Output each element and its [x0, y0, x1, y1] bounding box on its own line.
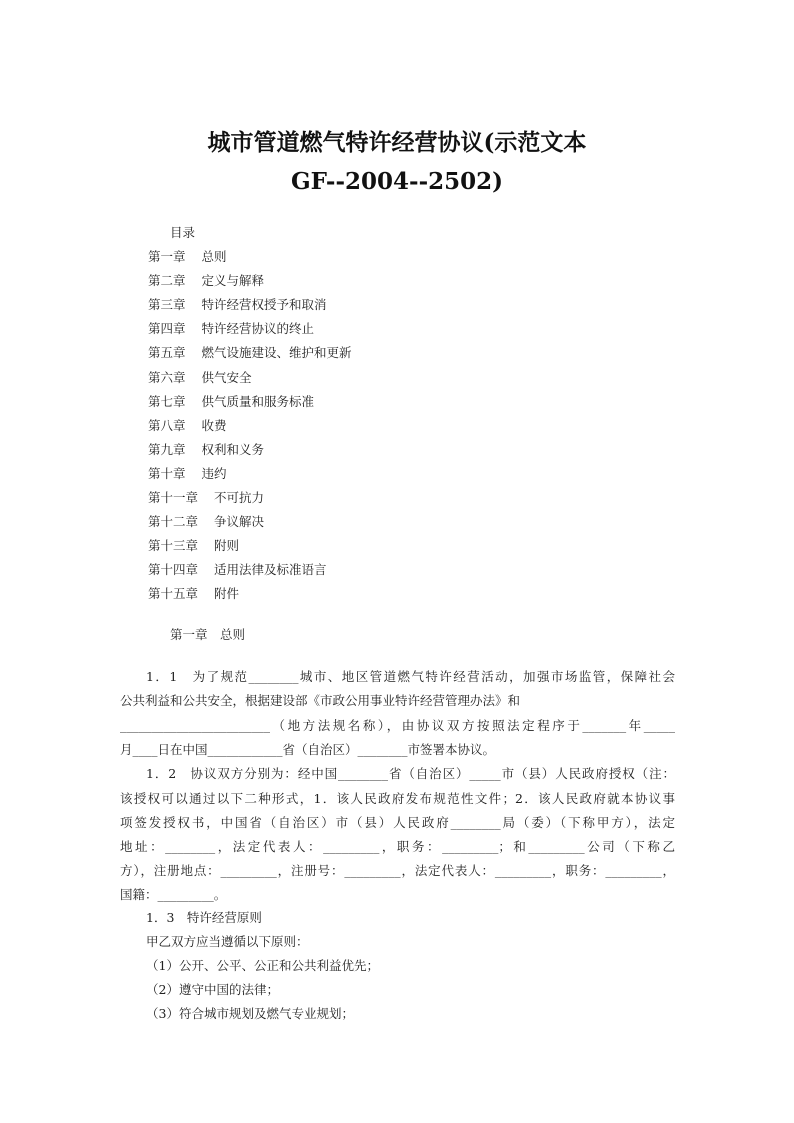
body-line: 1．2 协议双方分别为：经中国________省（自治区）_____市（县）人民政府授权（注：: [146, 766, 675, 781]
body-line: 月____日在中国____________省（自治区）________市签署本协议。: [120, 742, 496, 757]
toc-item: [148, 562, 327, 578]
toc-item-label: 第三章: [148, 297, 186, 313]
body-line: 方），注册地点：_________，注册号：_________，法定代表人：_________，职务：_________，: [120, 863, 675, 878]
toc-item-title: 供气质量和服务标准: [201, 393, 315, 409]
toc-item: [148, 394, 314, 410]
toc-item: [148, 321, 314, 337]
body-line: 1．1 为了规范________城市、地区管道燃气特许经营活动，加强市场监管，保障社会: [146, 669, 675, 684]
body-line: （2）遵守中国的法律；: [146, 982, 279, 997]
toc-item: [148, 514, 264, 530]
toc-item-label: 第十二章: [148, 514, 199, 530]
toc-item-label: 第五章: [148, 345, 186, 361]
toc-item: [148, 249, 227, 265]
toc-item-title: 供气安全: [201, 369, 252, 385]
toc-item-title: 特许经营权授予和取消: [201, 297, 327, 313]
toc-item-label: 第九章: [148, 441, 186, 457]
body-line: 该授权可以通过以下二种形式，1．该人民政府发布规范性文件；2．该人民政府就本协议事: [120, 791, 675, 806]
toc-item-label: 第十三章: [148, 538, 199, 554]
toc-item-title: 争议解决: [214, 514, 265, 530]
toc-item-label: 第十四章: [148, 562, 199, 578]
toc-item-label: 第二章: [148, 273, 186, 289]
toc-item-label: 第七章: [148, 393, 186, 409]
toc-item: [148, 586, 239, 602]
body-line: （1）公开、公平、公正和公共利益优先；: [146, 958, 379, 973]
toc-item: [148, 273, 264, 289]
toc-item-title: 燃气设施建设、维护和更新: [201, 345, 352, 361]
toc-item: [148, 490, 264, 506]
toc-item-title: 不可抗力: [214, 490, 265, 505]
toc-item: [148, 370, 252, 386]
toc-item-title: 适用法律及标准语言: [214, 562, 327, 578]
toc-item-title: 总则: [201, 249, 227, 264]
body-line: ________________________（地方法规名称），由协议双方按照法定程序于_______年_____: [120, 718, 675, 733]
document-title: 城市管道燃气特许经营协议(示范文本: [207, 129, 587, 156]
toc-heading: 目录: [170, 225, 196, 240]
toc-item-label: 第十章: [148, 465, 186, 481]
toc-item-label: 第四章: [148, 321, 186, 337]
toc-item-title: 特许经营协议的终止: [201, 321, 315, 337]
toc-item-label: 第十一章: [148, 490, 199, 505]
chapter-heading: 第一章 总则: [170, 627, 246, 642]
toc-item-title: 收费: [201, 417, 227, 433]
toc-item-title: 定义与解释: [201, 273, 265, 289]
toc-item: [148, 297, 327, 313]
toc-item-title: 附件: [214, 586, 240, 602]
toc-item-title: 违约: [201, 465, 227, 481]
toc-item-label: 第八章: [148, 417, 186, 433]
document-code: GF--2004--2502): [290, 168, 504, 195]
toc-item: [148, 345, 352, 361]
body-line: 1．3 特许经营原则: [146, 910, 262, 925]
body-line: 项签发授权书，中国省（自治区）市（县）人民政府________局（委）（下称甲方），法定: [120, 815, 675, 830]
toc-item: [148, 418, 227, 434]
body-line: 甲乙双方应当遵循以下原则：: [146, 934, 309, 949]
toc-item-label: 第六章: [148, 369, 186, 385]
body-line: 公共利益和公共安全，根据建设部《市政公用事业特许经营管理办法》和: [120, 693, 521, 708]
toc-item: [148, 466, 227, 482]
toc-item: [148, 538, 239, 554]
body-line: 地址：________，法定代表人：_________，职务：_________；和_________公司（下称乙: [120, 839, 675, 854]
toc-item-title: 附则: [214, 538, 240, 554]
toc-item: [148, 442, 264, 458]
toc-item-title: 权利和义务: [201, 441, 265, 457]
body-line: （3）符合城市规划及燃气专业规划；: [146, 1006, 354, 1021]
toc-item-label: 第十五章: [148, 586, 199, 602]
toc-item-label: 第一章: [148, 249, 186, 264]
body-line: 国籍：_________。: [120, 887, 227, 902]
